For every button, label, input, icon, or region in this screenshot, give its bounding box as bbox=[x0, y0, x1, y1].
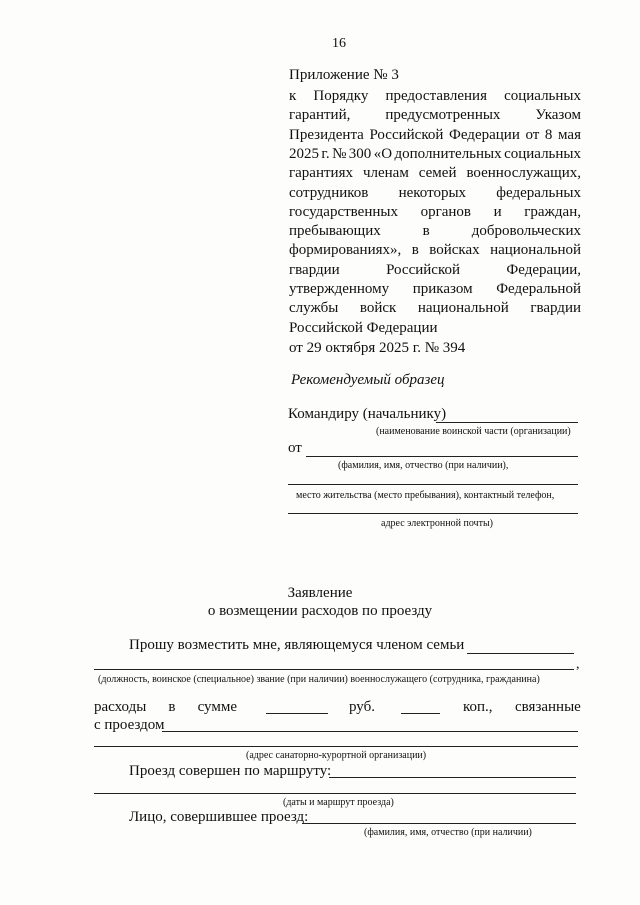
dates-line bbox=[94, 793, 576, 794]
appendix-word: в bbox=[411, 242, 419, 259]
travel-label: с проездом bbox=[94, 717, 165, 733]
appendix-word: гарантий, bbox=[289, 107, 351, 124]
recommended-sample: Рекомендуемый образец bbox=[291, 372, 445, 388]
addressee-from: от bbox=[288, 440, 302, 456]
appendix-word: № bbox=[332, 145, 347, 162]
appendix-word: мая bbox=[558, 126, 581, 143]
person-label: Лицо, совершившее проезд: bbox=[129, 809, 309, 825]
expenses-word-2: в bbox=[168, 699, 176, 715]
appendix-word: федеральных bbox=[496, 184, 581, 201]
expenses-word-1: расходы bbox=[94, 699, 147, 715]
email-caption: адрес электронной почты) bbox=[381, 518, 494, 529]
appendix-word: Порядку bbox=[313, 88, 369, 104]
residence-line bbox=[288, 484, 578, 485]
appendix-word: граждан, bbox=[524, 203, 581, 220]
appendix-line bbox=[289, 164, 581, 183]
appendix-date-line: от 29 октября 2025 г. № 394 bbox=[289, 340, 466, 356]
appendix-word: Федерации bbox=[449, 126, 520, 143]
appendix-word: Российской bbox=[369, 126, 444, 143]
appendix-word: 300 bbox=[348, 145, 372, 162]
appendix-word: гвардии bbox=[289, 261, 340, 278]
statement-title: Заявление bbox=[287, 585, 353, 601]
appendix-word: некоторых bbox=[398, 184, 467, 201]
appendix-word: пребывающих bbox=[289, 223, 381, 240]
appendix-line bbox=[289, 145, 581, 164]
appendix-word: и bbox=[493, 203, 502, 220]
appendix-word: Российской bbox=[386, 261, 461, 278]
appendix-word: дополнительных bbox=[394, 145, 502, 162]
position-caption: (должность, воинское (специальное) звание (при наличии) военнослужащего (сотрудника, гражданина) bbox=[98, 674, 540, 685]
appendix-line bbox=[289, 126, 581, 145]
appendix-word: Президента bbox=[289, 126, 364, 143]
appendix-word: войсках bbox=[429, 242, 480, 259]
rub-label: руб. bbox=[349, 699, 375, 715]
person-line bbox=[302, 823, 576, 824]
appendix-line bbox=[289, 261, 581, 280]
expenses-words bbox=[94, 698, 237, 717]
appendix-word: сотрудников bbox=[289, 184, 369, 201]
appendix-last-line: Российской Федерации bbox=[289, 320, 438, 336]
route-line bbox=[329, 777, 576, 778]
related-label: связанные bbox=[515, 699, 581, 715]
request-text: Прошу возместить мне, являющемуся членом семьи bbox=[129, 637, 465, 653]
appendix-word: от bbox=[525, 126, 540, 143]
appendix-line bbox=[289, 87, 581, 106]
email-line bbox=[288, 513, 578, 514]
addressee-from-caption: (фамилия, имя, отчество (при наличии), bbox=[338, 460, 509, 471]
statement-subtitle: о возмещении расходов по проезду bbox=[207, 603, 433, 619]
appendix-line bbox=[289, 280, 581, 299]
expenses-word-3: сумме bbox=[197, 699, 237, 715]
appendix-word: военнослужащих, bbox=[466, 165, 581, 182]
appendix-word: добровольческих bbox=[471, 223, 581, 240]
appendix-word: Указом bbox=[535, 107, 581, 124]
appendix-word: социальных bbox=[504, 145, 581, 162]
appendix-word: социальных bbox=[504, 88, 581, 104]
appendix-word: национальной bbox=[490, 242, 581, 259]
appendix-word: Федеральной bbox=[496, 281, 581, 297]
addressee-to-caption: (наименование воинской части (организации) bbox=[376, 426, 571, 437]
appendix-line bbox=[289, 184, 581, 203]
appendix-word: в bbox=[422, 223, 430, 240]
appendix-line bbox=[289, 106, 581, 125]
appendix-word: приказом bbox=[412, 281, 473, 297]
appendix-word: утвержденному bbox=[289, 281, 390, 297]
appendix-title: Приложение № 3 bbox=[289, 67, 399, 83]
person-caption: (фамилия, имя, отчество (при наличии) bbox=[364, 827, 532, 838]
appendix-word: Федерации, bbox=[506, 261, 581, 278]
appendix-word: предоставления bbox=[385, 88, 487, 104]
appendix-word: г. bbox=[321, 145, 330, 162]
position-comma: , bbox=[576, 657, 580, 672]
position-line bbox=[94, 669, 574, 670]
appendix-word: 2025 bbox=[289, 145, 319, 162]
appendix-word: национальной bbox=[417, 300, 509, 317]
appendix-word: службы bbox=[289, 300, 339, 317]
appendix-word: войск bbox=[359, 300, 397, 317]
appendix-line bbox=[289, 299, 581, 318]
appendix-word: 8 bbox=[544, 126, 553, 143]
route-label: Проезд совершен по маршруту: bbox=[129, 763, 332, 779]
travel-line bbox=[162, 731, 578, 732]
residence-caption: место жительства (место пребывания), контактный телефон, bbox=[296, 490, 555, 501]
kop-amount-line bbox=[401, 713, 440, 714]
appendix-line bbox=[289, 222, 581, 241]
appendix-word: к bbox=[289, 88, 297, 104]
rub-amount-line bbox=[266, 713, 328, 714]
dates-caption: (даты и маршрут проезда) bbox=[283, 797, 394, 808]
addressee-to: Командиру (начальнику) bbox=[288, 406, 447, 422]
appendix-word: формированиях», bbox=[289, 242, 402, 259]
appendix-word: членам bbox=[362, 165, 409, 182]
appendix-word: государственных bbox=[289, 203, 398, 220]
appendix-word: предусмотренных bbox=[385, 107, 501, 124]
page-number: 16 bbox=[332, 36, 346, 51]
appendix-word: гвардии bbox=[530, 300, 581, 317]
appendix-word: семей bbox=[418, 165, 457, 182]
appendix-word: «О bbox=[373, 145, 393, 162]
appendix-line bbox=[289, 203, 581, 222]
addressee-to-line bbox=[436, 422, 578, 423]
addressee-from-line bbox=[306, 456, 578, 457]
kop-label: коп., bbox=[463, 699, 493, 715]
sanatorium-caption: (адрес санаторно-курортной организации) bbox=[246, 750, 427, 761]
appendix-line bbox=[289, 241, 581, 260]
appendix-word: гарантиях bbox=[289, 165, 353, 182]
family-member-line bbox=[467, 653, 574, 654]
appendix-word: органов bbox=[420, 203, 471, 220]
sanatorium-line bbox=[94, 746, 578, 747]
